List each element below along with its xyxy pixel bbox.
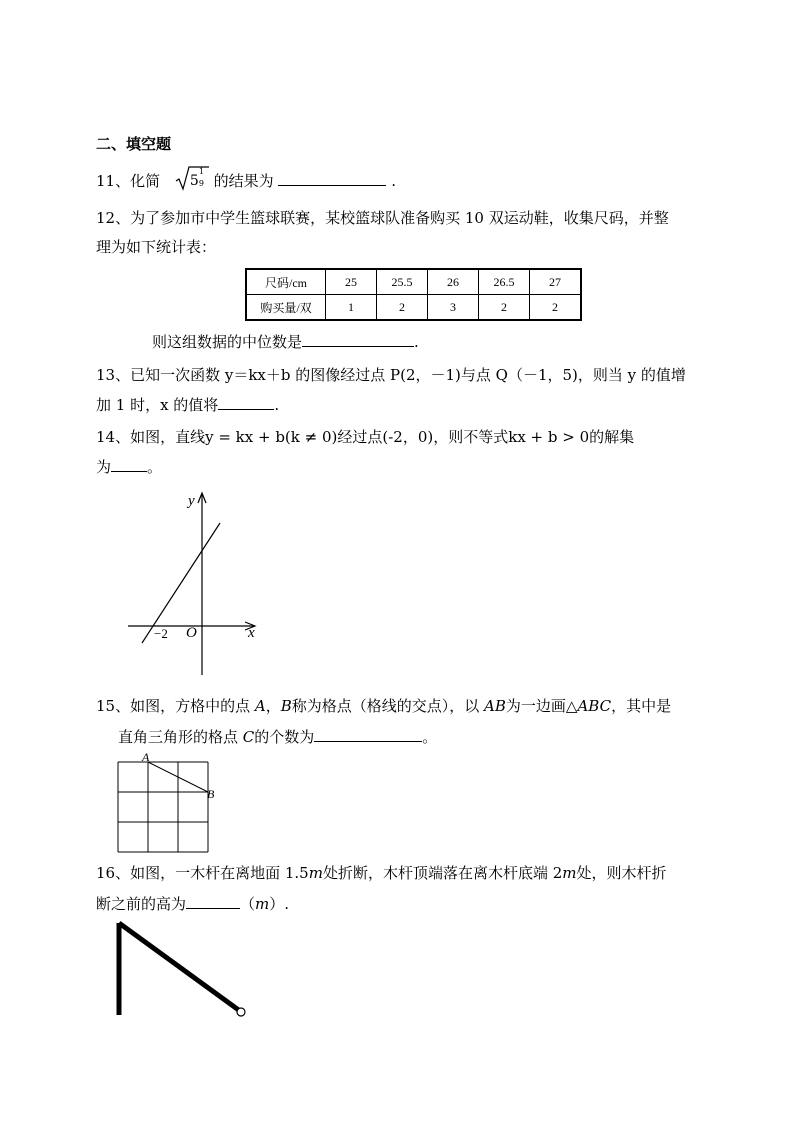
q16-broken-pole-figure (110, 918, 255, 1020)
q14-answer-blank[interactable] (111, 457, 147, 472)
count-cell: 1 (326, 295, 377, 321)
q15-end: 。 (422, 728, 438, 746)
q15-text: 为一边画△ (505, 697, 578, 715)
q12-question (152, 331, 419, 352)
q11-answer-blank[interactable] (278, 171, 386, 186)
size-cell: 25 (326, 269, 377, 295)
row-label-count: 购买量/双 (246, 295, 326, 321)
q15-text: ， (265, 697, 281, 715)
q16-text: （ (240, 895, 256, 913)
q15-text: 15、如图，方格中的点 (96, 697, 255, 715)
point-b-label: B (207, 787, 215, 801)
q13-line2 (96, 394, 279, 415)
q15-text: A (254, 697, 266, 715)
size-cell: 27 (530, 269, 582, 295)
q11-suffix: 的结果为 (213, 172, 274, 190)
q14-line-graph (120, 485, 270, 680)
table-row (246, 269, 581, 295)
point-a-label: A (142, 750, 150, 764)
q11-radicand-whole: 5 (189, 173, 199, 189)
q16-text: 处折断，木杆顶端落在离木杆底端 2 (322, 864, 563, 882)
q12-question-text: 则这组数据的中位数是 (152, 333, 303, 351)
q14-line1: 14、如图，直线y = kx + b(k ≠ 0)经过点(-2，0)，则不等式kx + b > 0的解集 (96, 428, 635, 446)
table-row (246, 295, 581, 321)
grid-lines (118, 762, 208, 852)
q16-text: 处，则木杆折 (576, 864, 667, 882)
q14-end: 。 (147, 458, 163, 476)
q15-line1 (96, 695, 671, 716)
row-label-size: 尺码/cm (246, 269, 326, 295)
q15-grid-figure (110, 750, 220, 858)
q15-text: 称为格点（格线的交点），以 (291, 697, 485, 715)
q15-text: 的个数为 (254, 728, 315, 746)
q15-answer-blank[interactable] (314, 727, 422, 742)
q13-end: . (274, 396, 280, 414)
tick-label: −2 (154, 626, 168, 641)
q15-text: B (280, 697, 292, 715)
q16-text: ）. (269, 895, 290, 913)
pole-tip-point (237, 1008, 245, 1016)
q16-line2 (96, 893, 289, 914)
size-cell: 26 (428, 269, 479, 295)
q12-end: . (414, 333, 419, 351)
q15-text: AB (484, 697, 506, 715)
count-cell: 2 (530, 295, 582, 321)
q12-line2: 理为如下统计表： (96, 238, 217, 256)
q11-radicand-num: 1 (198, 167, 204, 176)
q15-text: ABC (577, 697, 612, 715)
q13-line2-text: 加 1 时，x 的值将 (96, 396, 219, 414)
q16-line1 (96, 862, 667, 883)
count-cell: 2 (377, 295, 428, 321)
q11-end: . (391, 172, 397, 190)
q16-text: m (255, 895, 270, 913)
q16-text: m (562, 864, 577, 882)
q15-line2 (118, 726, 437, 747)
x-axis-label: x (248, 625, 255, 641)
origin-label: O (186, 625, 197, 641)
q12-answer-blank[interactable] (302, 332, 414, 347)
count-cell: 3 (428, 295, 479, 321)
count-cell: 2 (479, 295, 530, 321)
question-11 (96, 167, 397, 191)
q16-answer-blank[interactable] (186, 894, 240, 909)
pole-fallen-part (119, 923, 240, 1011)
line-y-kx-b (142, 523, 220, 643)
q15-text: C (242, 728, 255, 746)
q15-text: 直角三角形的格点 (118, 728, 243, 746)
size-cell: 26.5 (479, 269, 530, 295)
q16-text: m (308, 864, 323, 882)
q11-radical (175, 167, 209, 190)
q11-prefix: 11、化简 (96, 172, 161, 190)
y-axis-label: y (188, 493, 195, 509)
q13-line1: 13、已知一次函数 y＝kx＋b 的图像经过点 P(2，－1)与点 Q（－1，5)，则当 y 的值增 (96, 366, 686, 384)
q14-line2 (96, 456, 162, 477)
q12-line1: 12、为了参加市中学生篮球联赛，某校篮球队准备购买 10 双运动鞋，收集尺码，并整 (96, 209, 669, 227)
q15-text: ，其中是 (611, 697, 672, 715)
size-cell: 25.5 (377, 269, 428, 295)
q14-line2-text: 为 (96, 458, 112, 476)
shoe-size-table (245, 268, 582, 321)
q16-text: 断之前的高为 (96, 895, 187, 913)
q13-answer-blank[interactable] (218, 395, 274, 410)
q11-radicand-den: 9 (198, 179, 204, 188)
section-title: 二、填空题 (96, 135, 172, 153)
q16-text: 16、如图，一木杆在离地面 1.5 (96, 864, 309, 882)
